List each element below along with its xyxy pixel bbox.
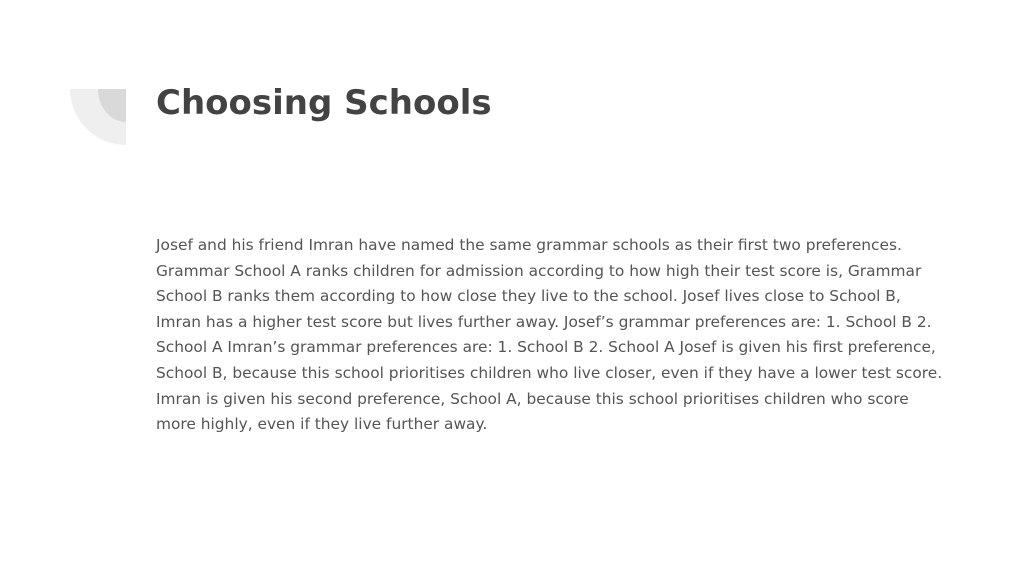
slide-body-text: Josef and his friend Imran have named the same grammar schools as their first two preferences. Grammar School A ranks children for admission according to how high their test score is, Grammar School B ranks them according to how close they live to the school. Josef lives close to School B, Imran has a higher test score but lives further away. Josef’s grammar preferences are: 1. School B 2. School A Imran’s grammar preferences are: 1. School B 2. School A Josef is given his first preference, School B, because this school prioritises children who live closer, even if they have a lower test score. Imran is given his second preference, School A, because this school prioritises children who score more highly, even if they live further away. bbox=[156, 236, 943, 434]
decorative-quarter-circle-icon bbox=[70, 89, 126, 145]
slide-title: Choosing Schools bbox=[156, 83, 492, 123]
